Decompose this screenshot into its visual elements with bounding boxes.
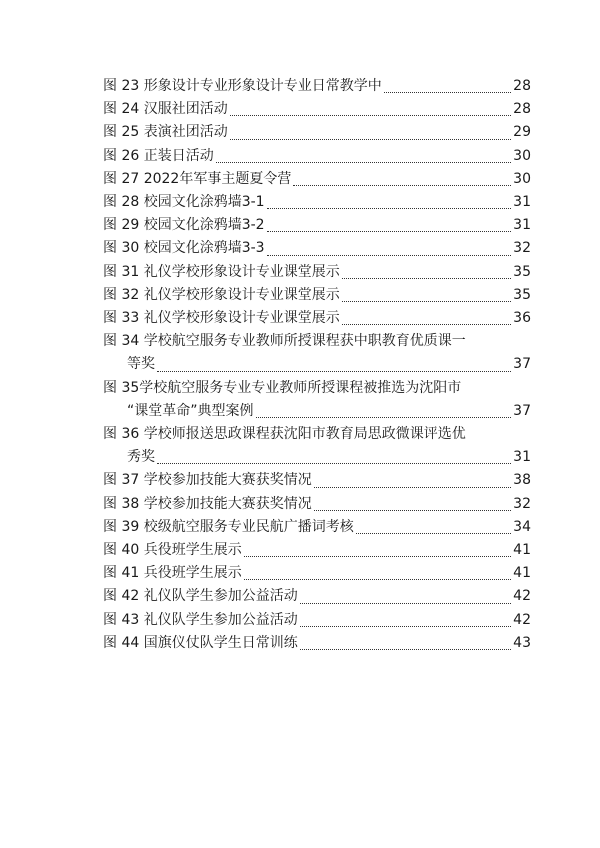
toc-entry-page-number: 30 xyxy=(513,170,531,187)
dot-leader xyxy=(300,602,511,604)
toc-entry[interactable] xyxy=(103,469,531,492)
dot-leader xyxy=(342,300,511,302)
toc-entry-label: 图 28 校园文化涂鸦墙3-1 xyxy=(103,194,265,211)
dot-leader xyxy=(384,91,511,93)
toc-entry-label: 图 24 汉服社团活动 xyxy=(103,101,228,118)
toc-entry-page-number: 43 xyxy=(513,634,531,651)
toc-entry[interactable] xyxy=(103,377,531,423)
dot-leader xyxy=(342,323,511,325)
toc-entry-label: 图 26 正装日活动 xyxy=(103,147,214,164)
toc-entry[interactable] xyxy=(103,145,531,168)
toc-entry-label: 图 35学校航空服务专业专业教师所授课程被推选为沈阳市 xyxy=(103,379,462,396)
dot-leader xyxy=(230,114,511,116)
toc-entry-label: 图 29 校园文化涂鸦墙3-2 xyxy=(103,217,265,234)
toc-entry[interactable] xyxy=(103,191,531,214)
toc-entry[interactable] xyxy=(103,609,531,632)
toc-entry-page-number: 42 xyxy=(513,588,531,605)
toc-entry[interactable] xyxy=(103,168,531,191)
toc-entry[interactable] xyxy=(103,75,531,98)
figure-list xyxy=(103,75,531,655)
dot-leader xyxy=(356,532,511,534)
toc-entry-page-number: 34 xyxy=(513,518,531,535)
toc-entry-label: 图 36 学校师报送思政课程获沈阳市教育局思政微课评选优 xyxy=(103,426,466,443)
toc-entry-page-number: 41 xyxy=(513,542,531,559)
toc-entry-label: 图 27 2022年军事主题夏令营 xyxy=(103,170,292,187)
toc-entry-page-number: 28 xyxy=(513,101,531,118)
toc-entry-label: 图 32 礼仪学校形象设计专业课堂展示 xyxy=(103,286,340,303)
toc-entry-label: 图 34 学校航空服务专业教师所授课程获中职教育优质课一 xyxy=(103,333,466,350)
toc-entry-label-continued: “课堂革命”典型案例 xyxy=(127,402,254,419)
toc-entry-label: 图 23 形象设计专业形象设计专业日常教学中 xyxy=(103,78,382,94)
toc-entry[interactable] xyxy=(103,307,531,330)
dot-leader xyxy=(216,161,511,163)
toc-entry-label: 图 41 兵役班学生展示 xyxy=(103,565,242,582)
dot-leader xyxy=(230,138,511,140)
toc-entry-page-number: 37 xyxy=(513,356,531,373)
toc-entry[interactable] xyxy=(103,261,531,284)
toc-entry-label: 图 39 校级航空服务专业民航广播词考核 xyxy=(103,518,354,535)
toc-entry[interactable] xyxy=(103,284,531,307)
dot-leader xyxy=(244,578,511,580)
toc-entry-label: 图 42 礼仪队学生参加公益活动 xyxy=(103,588,298,605)
toc-entry-label: 图 44 国旗仪仗队学生日常训练 xyxy=(103,634,298,651)
toc-entry[interactable] xyxy=(103,121,531,144)
toc-entry-page-number: 38 xyxy=(513,472,531,489)
dot-leader xyxy=(244,555,511,557)
dot-leader xyxy=(342,277,511,279)
toc-entry-page-number: 37 xyxy=(513,402,531,419)
toc-entry-page-number: 42 xyxy=(513,611,531,628)
toc-entry-page-number: 32 xyxy=(513,495,531,512)
toc-entry[interactable] xyxy=(103,516,531,539)
toc-entry-label: 图 33 礼仪学校形象设计专业课堂展示 xyxy=(103,310,340,327)
toc-entry-label: 图 25 表演社团活动 xyxy=(103,124,228,141)
toc-entry[interactable] xyxy=(103,237,531,260)
toc-entry[interactable] xyxy=(103,493,531,516)
toc-entry-label-continued: 等奖 xyxy=(127,356,155,373)
toc-entry-page-number: 36 xyxy=(513,310,531,327)
toc-entry-label: 图 38 学校参加技能大赛获奖情况 xyxy=(103,495,312,512)
toc-entry[interactable] xyxy=(103,562,531,585)
toc-entry-page-number: 35 xyxy=(513,286,531,303)
dot-leader xyxy=(267,207,512,209)
dot-leader xyxy=(300,625,511,627)
dot-leader xyxy=(157,370,511,372)
toc-entry-label: 图 37 学校参加技能大赛获奖情况 xyxy=(103,472,312,489)
toc-entry-page-number: 29 xyxy=(513,124,531,141)
toc-entry-label: 图 30 校园文化涂鸦墙3-3 xyxy=(103,240,265,257)
toc-entry[interactable] xyxy=(103,98,531,121)
dot-leader xyxy=(314,486,511,488)
toc-entry-label-continued: 秀奖 xyxy=(127,449,155,466)
toc-entry[interactable] xyxy=(103,330,531,376)
toc-entry[interactable] xyxy=(103,585,531,608)
toc-entry-page-number: 35 xyxy=(513,263,531,280)
dot-leader xyxy=(314,509,511,511)
toc-entry[interactable] xyxy=(103,632,531,655)
dot-leader xyxy=(300,648,511,650)
dot-leader xyxy=(256,416,512,418)
toc-entry-label: 图 40 兵役班学生展示 xyxy=(103,542,242,559)
dot-leader xyxy=(293,184,511,186)
toc-entry-page-number: 31 xyxy=(513,194,531,211)
toc-entry-label: 图 31 礼仪学校形象设计专业课堂展示 xyxy=(103,263,340,280)
toc-entry[interactable] xyxy=(103,214,531,237)
toc-entry-page-number: 31 xyxy=(513,217,531,234)
toc-entry-label: 图 43 礼仪队学生参加公益活动 xyxy=(103,611,298,628)
toc-entry-page-number: 28 xyxy=(513,78,531,94)
dot-leader xyxy=(267,254,512,256)
toc-entry-page-number: 30 xyxy=(513,147,531,164)
toc-entry-page-number: 31 xyxy=(513,449,531,466)
toc-entry-page-number: 41 xyxy=(513,565,531,582)
dot-leader xyxy=(157,462,511,464)
toc-entry-page-number: 32 xyxy=(513,240,531,257)
dot-leader xyxy=(267,230,512,232)
toc-entry[interactable] xyxy=(103,539,531,562)
toc-entry[interactable] xyxy=(103,423,531,469)
